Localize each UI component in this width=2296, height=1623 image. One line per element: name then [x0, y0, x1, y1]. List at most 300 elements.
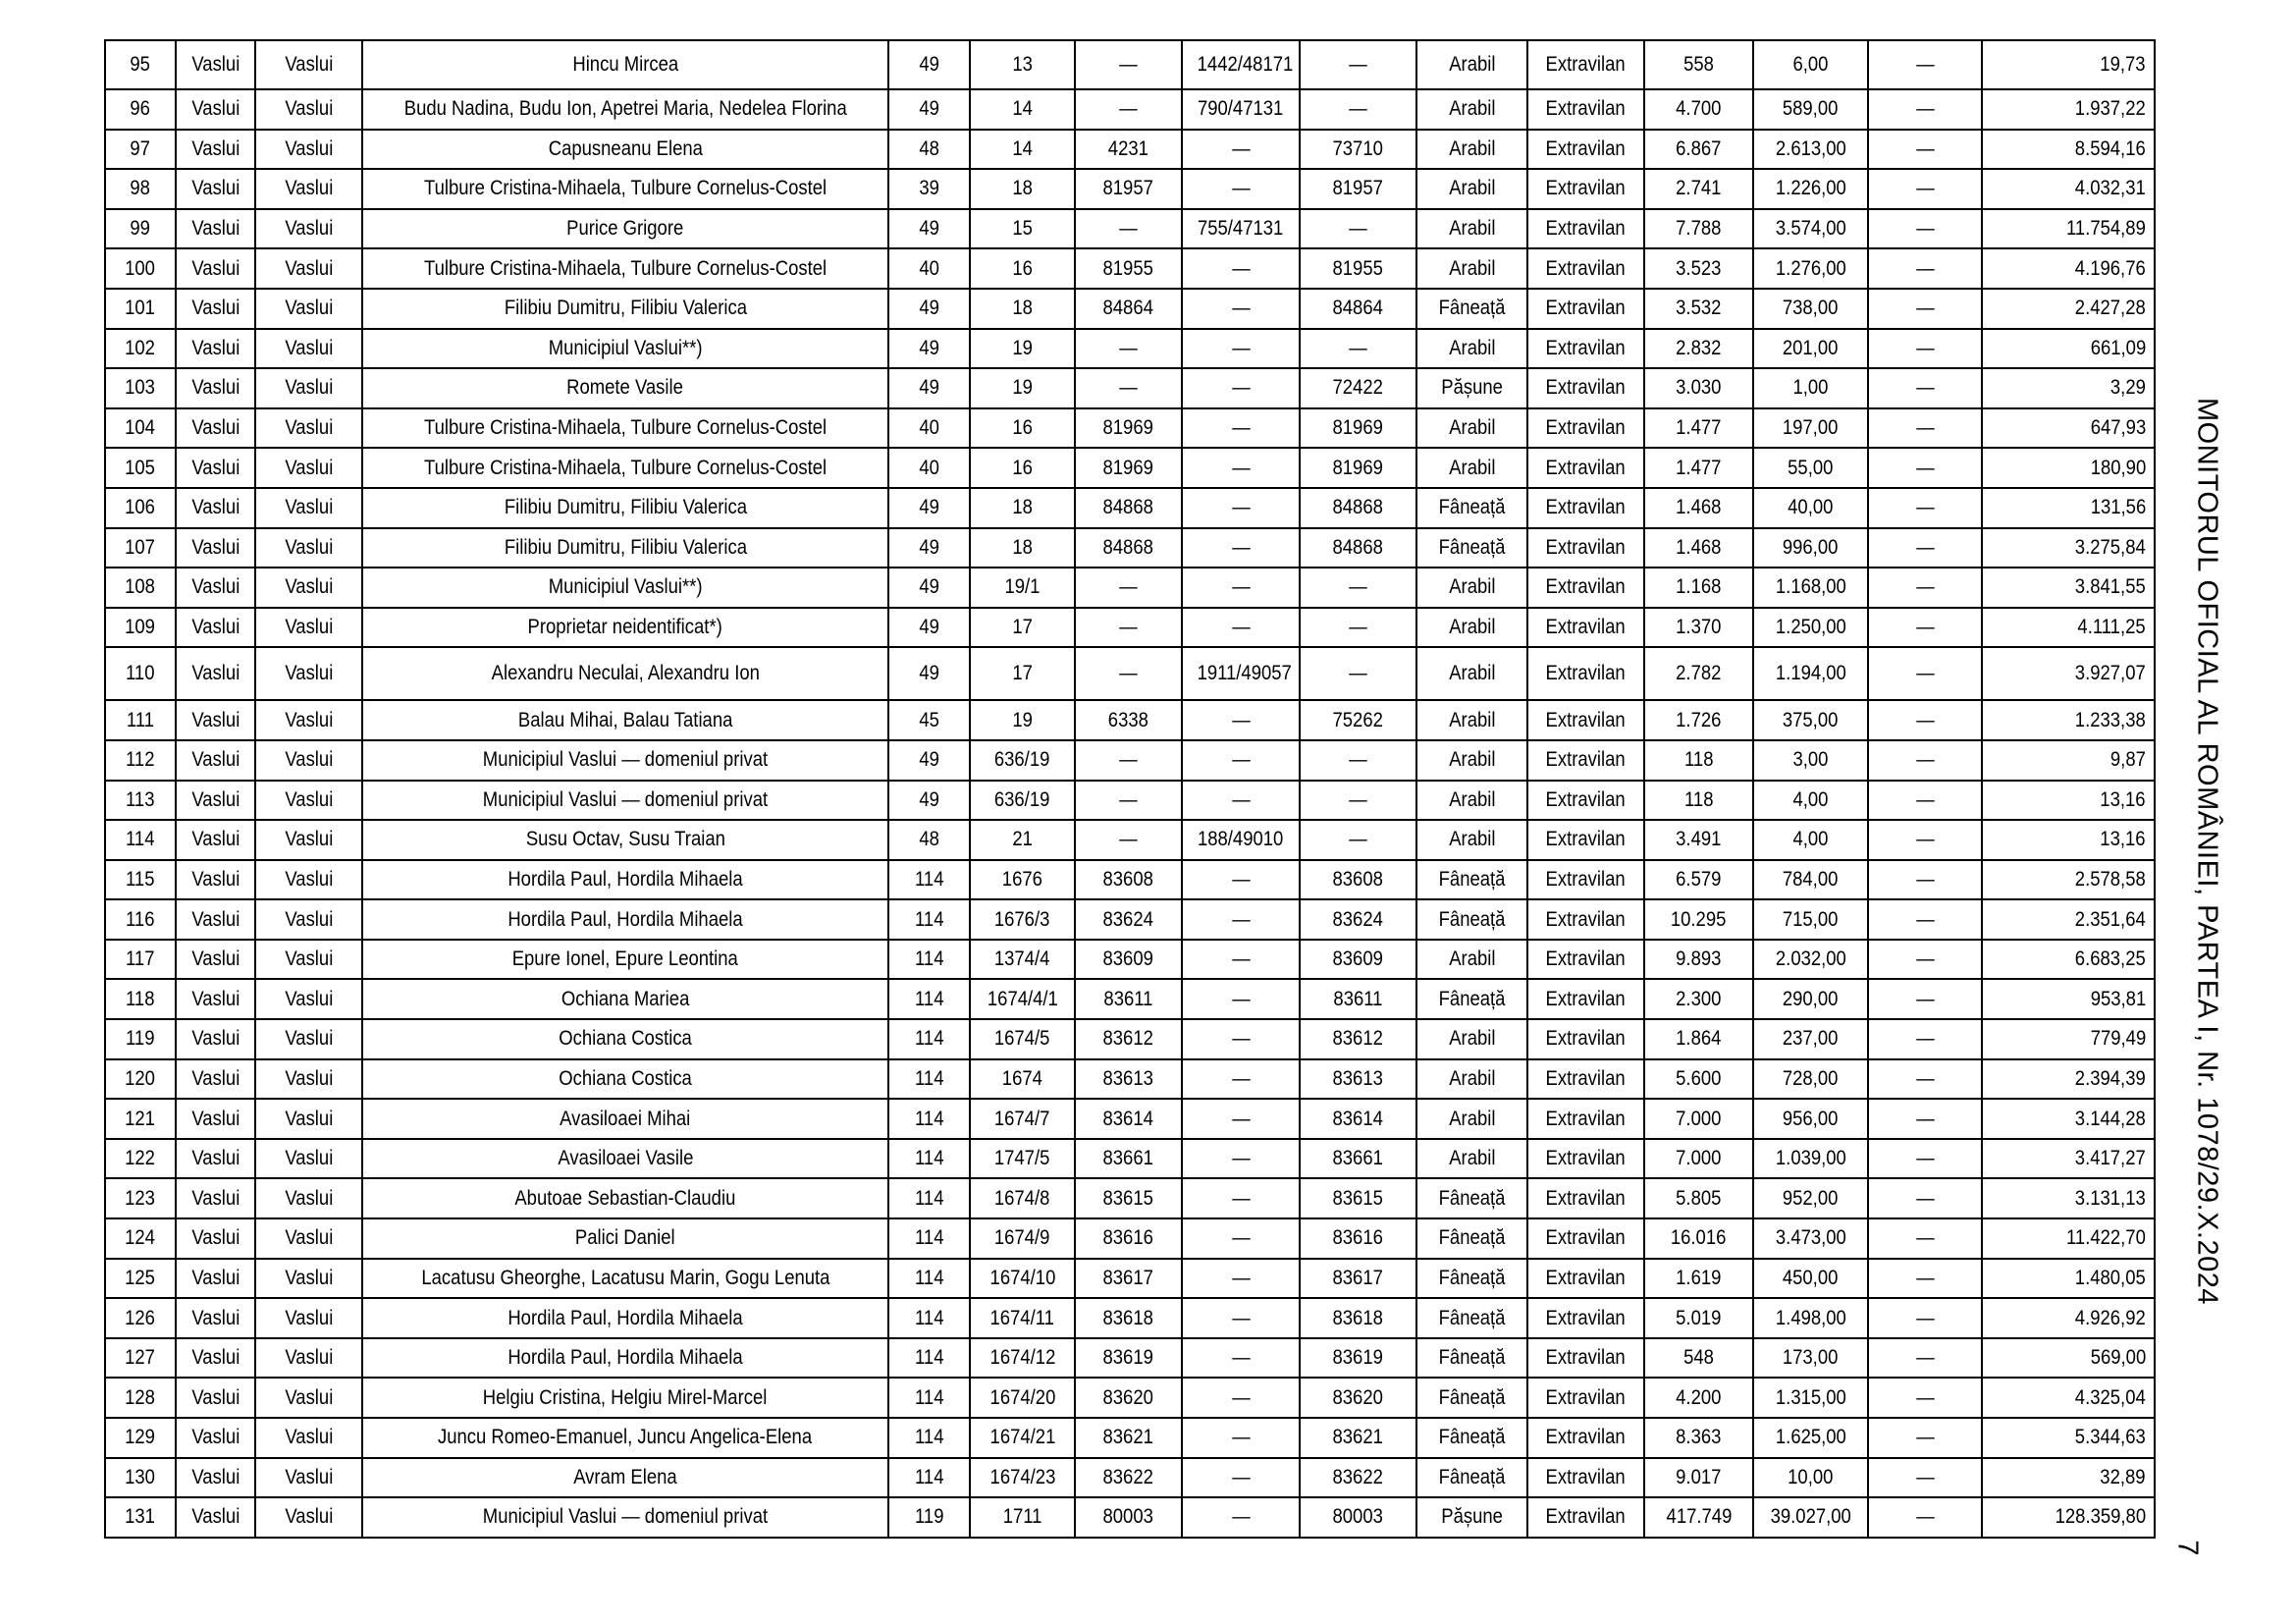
cell-text: —: [1915, 1027, 1935, 1051]
cell-locality: [255, 1259, 362, 1299]
cell-text: 1,00: [1792, 376, 1829, 400]
cell-text: 114: [914, 987, 944, 1010]
cell-text: 1.726: [1676, 708, 1722, 731]
cell-text: 49: [919, 496, 939, 519]
cell-text: Arabil: [1448, 708, 1496, 731]
cell-text: 8.363: [1676, 1426, 1722, 1449]
cell-text: Vaslui: [191, 1465, 240, 1488]
cell-col-dash: [1868, 608, 1982, 648]
cell-text: 48: [919, 828, 939, 851]
cell-topo-number: [1182, 248, 1300, 289]
cell-owner-names: [362, 1458, 888, 1498]
cell-compensation-value: [1982, 1418, 2155, 1458]
cell-text: 83661: [1102, 1147, 1154, 1170]
cell-text: 80003: [1332, 1505, 1384, 1529]
cell-land-use: [1416, 209, 1527, 249]
cell-text: —: [1231, 1306, 1251, 1329]
cell-text: Hordila Paul, Hordila Mihaela: [507, 907, 743, 931]
cell-text: 83661: [1332, 1147, 1384, 1170]
cell-text: —: [1915, 1226, 1935, 1250]
cell-text: Vaslui: [191, 947, 240, 971]
cell-land-book: [1300, 781, 1416, 821]
page-number: 7: [2171, 1540, 2204, 1556]
cell-land-book: [1300, 740, 1416, 781]
cell-zone: [1527, 608, 1644, 648]
cell-text: Vaslui: [191, 535, 240, 559]
cell-zone: [1527, 528, 1644, 568]
cell-parcel: [970, 248, 1075, 289]
cell-text: —: [1231, 616, 1251, 639]
cell-compensation-value: [1982, 40, 2155, 89]
cell-text: 113: [126, 787, 155, 811]
cell-expropriated-area: [1753, 740, 1868, 781]
cell-text: —: [1349, 616, 1367, 639]
cell-county: [176, 940, 255, 980]
cell-text: 790/47131: [1198, 97, 1284, 121]
table-row: [105, 289, 2155, 329]
cell-text: 953,81: [2090, 987, 2146, 1010]
cell-col-dash: [1868, 1259, 1982, 1299]
cell-expropriated-area: [1753, 1178, 1868, 1218]
cell-text: 1.226,00: [1775, 177, 1846, 200]
cell-parcel: [970, 1019, 1075, 1059]
cell-col-dash: [1868, 169, 1982, 209]
cell-text: Vaslui: [285, 1346, 333, 1370]
cell-col-dash: [1868, 1099, 1982, 1139]
cell-topo-number: [1182, 1418, 1300, 1458]
cell-text: 558: [1683, 53, 1714, 76]
cell-text: —: [1349, 575, 1367, 599]
cell-text: 83613: [1102, 1066, 1154, 1090]
cell-expropriated-area: [1753, 488, 1868, 528]
cell-text: Vaslui: [285, 1027, 333, 1051]
cell-text: 16: [1012, 256, 1033, 280]
cell-col-dash: [1868, 209, 1982, 249]
cell-text: Municipiul Vaslui — domeniul privat: [482, 787, 769, 811]
cell-text: 1.370: [1676, 616, 1722, 639]
cell-land-use: [1416, 647, 1527, 700]
cell-text: Vaslui: [285, 575, 333, 599]
cell-expropriated-area: [1753, 40, 1868, 89]
cell-text: 1676: [1001, 867, 1043, 891]
cell-text: Vaslui: [285, 1186, 333, 1210]
cell-cadastral-number: [1075, 1418, 1182, 1458]
table-row: [105, 860, 2155, 900]
cell-land-book: [1300, 1378, 1416, 1418]
cell-text: 81957: [1332, 177, 1384, 200]
cell-total-area: [1644, 1218, 1753, 1259]
cell-text: Vaslui: [285, 416, 333, 440]
cell-compensation-value: [1982, 1218, 2155, 1259]
cell-text: 784,00: [1783, 867, 1839, 891]
cell-row-number: [105, 329, 176, 369]
cell-county: [176, 740, 255, 781]
cell-total-area: [1644, 329, 1753, 369]
cell-text: 6.867: [1676, 136, 1722, 160]
cell-expropriated-area: [1753, 408, 1868, 449]
table-row: [105, 1378, 2155, 1418]
cell-text: 83617: [1102, 1266, 1154, 1289]
table-row: [105, 1099, 2155, 1139]
cell-text: —: [1231, 1266, 1251, 1289]
cell-expropriated-area: [1753, 568, 1868, 608]
cell-text: 5.805: [1676, 1186, 1722, 1210]
cell-text: Arabil: [1448, 748, 1496, 772]
cell-locality: [255, 1139, 362, 1179]
cell-text: 19,73: [2100, 53, 2146, 76]
cell-parcel: [970, 979, 1075, 1019]
cell-county: [176, 1458, 255, 1498]
cell-land-book: [1300, 820, 1416, 860]
cell-land-use: [1416, 89, 1527, 130]
cell-land-book: [1300, 209, 1416, 249]
cell-text: 4.200: [1676, 1385, 1722, 1409]
cell-text: 49: [919, 53, 939, 76]
cell-land-use: [1416, 979, 1527, 1019]
cell-text: Extravilan: [1545, 987, 1627, 1010]
cell-compensation-value: [1982, 740, 2155, 781]
table-row: [105, 568, 2155, 608]
cell-text: 636/19: [994, 748, 1050, 772]
cell-locality: [255, 1019, 362, 1059]
cell-text: —: [1231, 1147, 1251, 1170]
cell-total-area: [1644, 608, 1753, 648]
cell-expropriated-area: [1753, 647, 1868, 700]
cell-row-number: [105, 448, 176, 488]
cell-text: —: [1231, 787, 1251, 811]
cell-text: 6.683,25: [2075, 947, 2146, 971]
cell-text: 1.039,00: [1775, 1147, 1846, 1170]
cell-text: 81957: [1102, 177, 1154, 200]
cell-expropriated-area: [1753, 1139, 1868, 1179]
cell-row-number: [105, 979, 176, 1019]
cell-text: 9.017: [1676, 1465, 1722, 1488]
cell-text: Vaslui: [191, 828, 240, 851]
cell-col-dash: [1868, 248, 1982, 289]
cell-county: [176, 289, 255, 329]
cell-text: 1.864: [1676, 1027, 1722, 1051]
cell-land-use: [1416, 940, 1527, 980]
cell-text: Vaslui: [191, 867, 240, 891]
cell-county: [176, 899, 255, 940]
table-row: [105, 89, 2155, 130]
cell-cadastral-number: [1075, 820, 1182, 860]
cell-expropriated-area: [1753, 1497, 1868, 1538]
cell-text: Extravilan: [1545, 1306, 1627, 1329]
cell-text: 3.473,00: [1775, 1226, 1846, 1250]
cell-parcel: [970, 1218, 1075, 1259]
cell-tarla: [888, 899, 970, 940]
cell-text: —: [1349, 97, 1367, 121]
cell-text: Vaslui: [285, 53, 333, 76]
cell-topo-number: [1182, 1218, 1300, 1259]
cell-county: [176, 1019, 255, 1059]
cell-owner-names: [362, 1099, 888, 1139]
cell-locality: [255, 979, 362, 1019]
cell-text: —: [1349, 748, 1367, 772]
cell-parcel: [970, 1139, 1075, 1179]
cell-topo-number: [1182, 130, 1300, 170]
cell-row-number: [105, 860, 176, 900]
cell-text: Vaslui: [191, 336, 240, 359]
cell-tarla: [888, 940, 970, 980]
cell-text: Extravilan: [1545, 1465, 1627, 1488]
cell-topo-number: [1182, 89, 1300, 130]
cell-land-book: [1300, 1218, 1416, 1259]
cell-text: Extravilan: [1545, 662, 1627, 685]
cell-text: 3.532: [1676, 297, 1722, 320]
cell-text: Vaslui: [191, 616, 240, 639]
table-row: [105, 781, 2155, 821]
cell-text: 3.491: [1676, 828, 1722, 851]
cell-text: 81969: [1332, 416, 1384, 440]
cell-tarla: [888, 1259, 970, 1299]
cell-text: 114: [914, 1107, 944, 1130]
cell-cadastral-number: [1075, 1139, 1182, 1179]
cell-cadastral-number: [1075, 528, 1182, 568]
cell-text: 83609: [1102, 947, 1154, 971]
cell-owner-names: [362, 289, 888, 329]
cell-text: Vaslui: [191, 1426, 240, 1449]
cell-owner-names: [362, 1338, 888, 1379]
cell-row-number: [105, 368, 176, 408]
cell-compensation-value: [1982, 89, 2155, 130]
cell-expropriated-area: [1753, 209, 1868, 249]
cell-text: Extravilan: [1545, 416, 1627, 440]
cell-text: 19: [1012, 708, 1033, 731]
cell-compensation-value: [1982, 781, 2155, 821]
cell-text: Arabil: [1448, 136, 1496, 160]
cell-land-book: [1300, 1458, 1416, 1498]
cell-cadastral-number: [1075, 1298, 1182, 1338]
cell-owner-names: [362, 700, 888, 740]
cell-topo-number: [1182, 1458, 1300, 1498]
cell-compensation-value: [1982, 1059, 2155, 1100]
cell-text: 237,00: [1783, 1027, 1839, 1051]
cell-cadastral-number: [1075, 568, 1182, 608]
cell-text: —: [1915, 708, 1935, 731]
cell-compensation-value: [1982, 1378, 2155, 1418]
cell-county: [176, 647, 255, 700]
side-header: [2177, 398, 2236, 1305]
cell-col-dash: [1868, 528, 1982, 568]
cell-text: 99: [130, 217, 151, 241]
cell-land-use: [1416, 1218, 1527, 1259]
cell-text: 3.841,55: [2075, 575, 2146, 599]
cell-text: Avram Elena: [573, 1465, 677, 1488]
cell-text: —: [1231, 708, 1251, 731]
cell-text: —: [1915, 575, 1935, 599]
cell-text: Ochiana Mariea: [561, 987, 690, 1010]
cell-parcel: [970, 408, 1075, 449]
cell-text: Tulbure Cristina-Mihaela, Tulbure Cornelus-Costel: [423, 456, 828, 479]
cell-zone: [1527, 1378, 1644, 1418]
cell-text: Proprietar neidentificat*): [527, 616, 723, 639]
table-row: [105, 608, 2155, 648]
cell-compensation-value: [1982, 820, 2155, 860]
cell-text: 996,00: [1783, 535, 1839, 559]
cell-text: 108: [125, 575, 156, 599]
cell-tarla: [888, 448, 970, 488]
cell-county: [176, 860, 255, 900]
cell-text: Vaslui: [191, 575, 240, 599]
cell-zone: [1527, 740, 1644, 781]
cell-tarla: [888, 130, 970, 170]
cell-row-number: [105, 899, 176, 940]
cell-locality: [255, 1378, 362, 1418]
cell-compensation-value: [1982, 568, 2155, 608]
cell-text: 1.315,00: [1775, 1385, 1846, 1409]
cell-text: —: [1231, 416, 1251, 440]
cell-text: 111: [126, 708, 155, 731]
cell-text: Vaslui: [285, 136, 333, 160]
cell-col-dash: [1868, 979, 1982, 1019]
cell-text: 49: [919, 336, 939, 359]
cell-text: 10.295: [1671, 907, 1727, 931]
cell-text: 1676/3: [994, 907, 1050, 931]
cell-text: —: [1231, 1027, 1251, 1051]
cell-owner-names: [362, 1497, 888, 1538]
cell-text: 101: [125, 297, 156, 320]
cell-total-area: [1644, 89, 1753, 130]
cell-col-dash: [1868, 1458, 1982, 1498]
cell-col-dash: [1868, 1019, 1982, 1059]
cell-land-use: [1416, 740, 1527, 781]
cell-text: Extravilan: [1545, 748, 1627, 772]
cell-parcel: [970, 1338, 1075, 1379]
cell-row-number: [105, 488, 176, 528]
cell-text: 95: [130, 53, 151, 76]
cell-text: 45: [919, 708, 939, 731]
cell-text: Vaslui: [285, 1147, 333, 1170]
cell-tarla: [888, 820, 970, 860]
cell-text: Ochiana Costica: [559, 1066, 692, 1090]
cell-owner-names: [362, 940, 888, 980]
cell-cadastral-number: [1075, 647, 1182, 700]
cell-land-use: [1416, 408, 1527, 449]
cell-text: 661,09: [2090, 336, 2146, 359]
cell-text: 13,16: [2100, 787, 2146, 811]
cell-parcel: [970, 1458, 1075, 1498]
cell-text: Lacatusu Gheorghe, Lacatusu Marin, Gogu Lenuta: [420, 1266, 830, 1289]
cell-land-book: [1300, 1298, 1416, 1338]
cell-col-dash: [1868, 781, 1982, 821]
cell-text: 2.427,28: [2075, 297, 2146, 320]
cell-land-book: [1300, 1139, 1416, 1179]
cell-text: 18: [1012, 496, 1033, 519]
cell-cadastral-number: [1075, 209, 1182, 249]
cell-expropriated-area: [1753, 1378, 1868, 1418]
cell-compensation-value: [1982, 448, 2155, 488]
cell-text: 16.016: [1671, 1226, 1727, 1250]
table-row: [105, 1178, 2155, 1218]
cell-expropriated-area: [1753, 1019, 1868, 1059]
cell-text: 49: [919, 662, 939, 685]
cell-text: Municipiul Vaslui**): [548, 336, 703, 359]
cell-land-use: [1416, 700, 1527, 740]
cell-col-dash: [1868, 488, 1982, 528]
cell-parcel: [970, 899, 1075, 940]
cell-text: 779,49: [2090, 1027, 2146, 1051]
cell-text: 49: [919, 787, 939, 811]
cell-text: Extravilan: [1545, 217, 1627, 241]
cell-text: 84868: [1102, 496, 1154, 519]
cell-cadastral-number: [1075, 940, 1182, 980]
cell-zone: [1527, 1458, 1644, 1498]
cell-text: 83619: [1102, 1346, 1154, 1370]
cell-topo-number: [1182, 940, 1300, 980]
cell-text: —: [1231, 748, 1251, 772]
cell-text: Arabil: [1448, 662, 1496, 685]
cell-text: Arabil: [1448, 575, 1496, 599]
cell-total-area: [1644, 860, 1753, 900]
cell-text: Pășune: [1441, 1505, 1503, 1529]
cell-text: 15: [1012, 217, 1033, 241]
cell-total-area: [1644, 209, 1753, 249]
table-row: [105, 979, 2155, 1019]
cell-compensation-value: [1982, 1338, 2155, 1379]
cell-text: 4,00: [1792, 828, 1829, 851]
cell-tarla: [888, 1019, 970, 1059]
cell-land-use: [1416, 1259, 1527, 1299]
table-row: [105, 1418, 2155, 1458]
cell-text: Arabil: [1448, 1066, 1496, 1090]
table-row: [105, 899, 2155, 940]
cell-text: 4.111,25: [2077, 616, 2146, 639]
cell-text: 9,87: [2110, 748, 2146, 772]
cell-text: 83612: [1332, 1027, 1384, 1051]
cell-zone: [1527, 1298, 1644, 1338]
cell-text: Vaslui: [191, 1226, 240, 1250]
cell-tarla: [888, 89, 970, 130]
cell-text: Vaslui: [191, 1066, 240, 1090]
cell-zone: [1527, 1178, 1644, 1218]
cell-text: Municipiul Vaslui — domeniul privat: [482, 748, 769, 772]
cell-total-area: [1644, 647, 1753, 700]
cell-text: Municipiul Vaslui — domeniul privat: [482, 1505, 769, 1529]
cell-col-dash: [1868, 130, 1982, 170]
cell-expropriated-area: [1753, 130, 1868, 170]
cell-locality: [255, 781, 362, 821]
cell-parcel: [970, 860, 1075, 900]
cell-county: [176, 608, 255, 648]
cell-total-area: [1644, 1338, 1753, 1379]
cell-text: 10,00: [1788, 1465, 1834, 1488]
cell-expropriated-area: [1753, 940, 1868, 980]
cell-text: 49: [919, 376, 939, 400]
cell-cadastral-number: [1075, 1378, 1182, 1418]
cell-land-book: [1300, 647, 1416, 700]
cell-county: [176, 248, 255, 289]
cell-expropriated-area: [1753, 448, 1868, 488]
cell-text: 40: [919, 416, 939, 440]
table-row: [105, 1338, 2155, 1379]
cell-land-book: [1300, 329, 1416, 369]
cell-text: Juncu Romeo-Emanuel, Juncu Angelica-Elena: [438, 1426, 813, 1449]
cell-county: [176, 1298, 255, 1338]
cell-text: 83621: [1102, 1426, 1154, 1449]
cell-text: 4.032,31: [2075, 177, 2146, 200]
cell-text: 83622: [1332, 1465, 1384, 1488]
cell-zone: [1527, 130, 1644, 170]
cell-text: 84868: [1332, 496, 1384, 519]
cell-text: 1911/49057: [1197, 662, 1292, 685]
cell-text: 18: [1012, 177, 1033, 200]
cell-text: 1.468: [1676, 496, 1722, 519]
table-row: [105, 820, 2155, 860]
cell-tarla: [888, 1458, 970, 1498]
cell-county: [176, 979, 255, 1019]
